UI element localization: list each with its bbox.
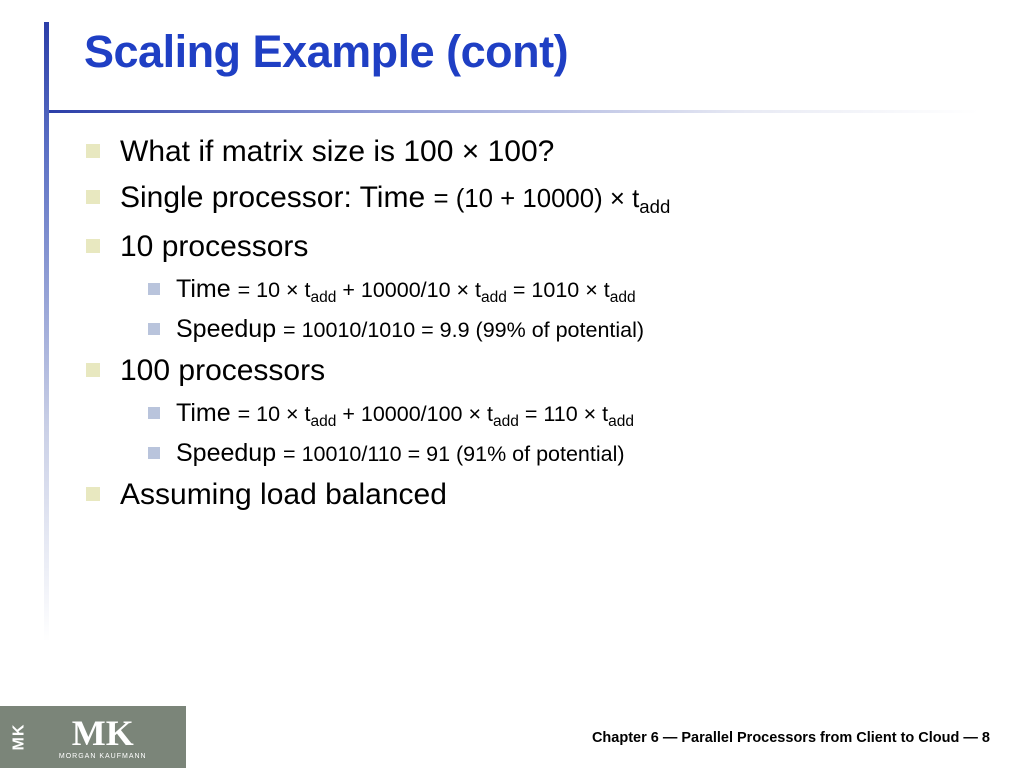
equation-text: = 10 × t (237, 402, 311, 426)
square-bullet-icon (148, 323, 160, 335)
square-bullet-icon (148, 447, 160, 459)
equation-text: = (10 + 10000) × t (433, 185, 640, 213)
bullet-item-level1 (86, 132, 986, 171)
slide-title: Scaling Example (cont) (84, 26, 569, 77)
text-run: Time (176, 399, 238, 427)
text-run: What if matrix size is 100 × 100? (120, 135, 555, 168)
subscript: add (310, 288, 337, 306)
equation-text: = 10010/110 = 91 (91% of potential) (283, 442, 625, 466)
text-run: Speedup (176, 439, 284, 467)
title-divider (49, 110, 979, 113)
bullet-text-ten-processors-speedup (176, 313, 644, 347)
bullet-item-level2 (148, 397, 986, 433)
bullet-item-level2 (148, 313, 986, 347)
square-bullet-icon (86, 239, 100, 253)
text-run: Single processor: Time (120, 181, 434, 214)
square-bullet-icon (148, 407, 160, 419)
bullet-item-level1 (86, 227, 986, 266)
bullet-text-ten-processors (120, 227, 308, 266)
bullet-item-level1 (86, 475, 986, 514)
subscript: add (608, 412, 635, 430)
square-bullet-icon (86, 190, 100, 204)
equation-text: = 1010 × t (506, 278, 610, 302)
bullet-text-single-processor (120, 178, 670, 220)
subscript: add (481, 288, 507, 306)
bullet-text-matrix-size (120, 132, 554, 171)
subscript: add (639, 195, 671, 217)
equation-text: + 10000/100 × t (336, 402, 493, 426)
equation-text: = 110 × t (518, 402, 609, 426)
square-bullet-icon (148, 283, 160, 295)
subscript: add (310, 412, 337, 430)
bullet-item-level2 (148, 273, 986, 309)
publisher-logo (0, 706, 186, 768)
slide-body (86, 132, 986, 521)
text-run: Assuming load balanced (120, 478, 447, 511)
equation-text: + 10000/10 × t (336, 278, 482, 302)
subscript: add (493, 412, 519, 430)
text-run: 100 processors (120, 354, 326, 387)
bullet-text-hundred-processors-time (176, 397, 634, 433)
logo-main (58, 712, 147, 760)
square-bullet-icon (86, 487, 100, 501)
footer-chapter-label: Chapter 6 — Parallel Processors from Client to Cloud — 8 (591, 730, 990, 746)
square-bullet-icon (86, 144, 100, 158)
left-accent-bar (44, 22, 49, 642)
bullet-text-hundred-processors (120, 351, 325, 390)
text-run: 10 processors (120, 230, 309, 263)
text-run: Speedup (176, 315, 284, 343)
bullet-item-level1 (86, 178, 986, 220)
square-bullet-icon (86, 363, 100, 377)
logo-publisher-name: MORGAN KAUFMANN (58, 752, 147, 760)
equation-text: = 10010/1010 = 9.9 (99% of potential) (283, 318, 645, 342)
bullet-text-assuming-load-balanced (120, 475, 447, 514)
subscript: add (609, 288, 636, 306)
bullet-text-ten-processors-time (176, 273, 636, 309)
logo-mark-rotated: MK (10, 723, 28, 751)
bullet-item-level1 (86, 351, 986, 390)
bullet-item-level2 (148, 437, 986, 471)
bullet-text-hundred-processors-speedup (176, 437, 625, 471)
text-run: Time (176, 275, 238, 303)
logo-main-text: MK (71, 712, 134, 753)
equation-text: = 10 × t (237, 278, 311, 302)
